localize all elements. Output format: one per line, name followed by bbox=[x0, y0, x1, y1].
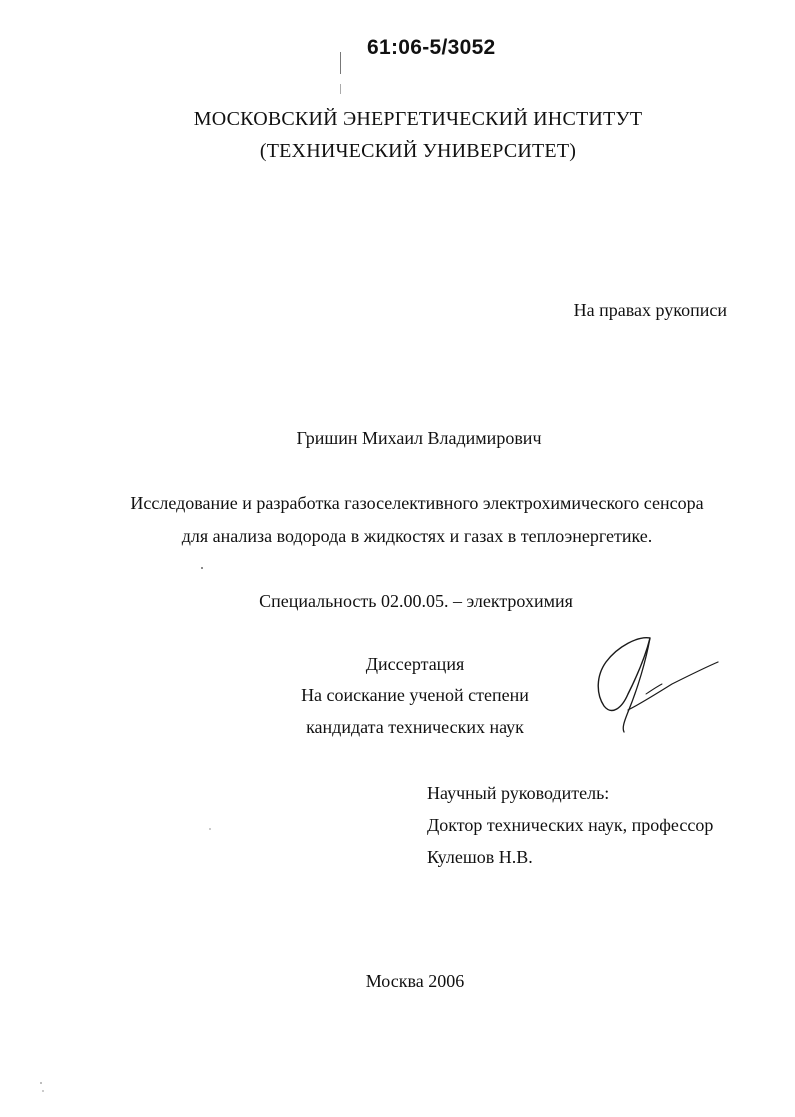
scan-speck bbox=[42, 1090, 44, 1092]
degree-type: Диссертация bbox=[365, 654, 465, 674]
author-name: Гришин Михаил Владимирович bbox=[296, 428, 542, 448]
catalog-code: 61:06-5/3052 bbox=[367, 36, 496, 59]
scan-mark-line bbox=[340, 52, 341, 74]
scan-speck bbox=[201, 567, 203, 569]
scan-speck bbox=[40, 1082, 42, 1084]
supervisor-name: Кулешов Н.В. bbox=[427, 847, 533, 867]
institute-subtitle: (ТЕХНИЧЕСКИЙ УНИВЕРСИТЕТ) bbox=[259, 140, 577, 162]
degree-level: кандидата технических наук bbox=[306, 717, 524, 737]
scan-mark-line bbox=[340, 84, 341, 94]
city-and-year: Москва 2006 bbox=[365, 971, 465, 991]
specialty-line: Специальность 02.00.05. – электрохимия bbox=[259, 591, 573, 611]
supervisor-title: Доктор технических наук, профессор bbox=[427, 815, 714, 835]
supervisor-label: Научный руководитель: bbox=[427, 783, 610, 803]
scan-speck bbox=[209, 828, 211, 830]
institute-name: МОСКОВСКИЙ ЭНЕРГЕТИЧЕСКИЙ ИНСТИТУТ bbox=[193, 108, 643, 130]
manuscript-rights-note: На правах рукописи bbox=[573, 300, 727, 320]
handwritten-signature bbox=[588, 632, 728, 740]
thesis-title-line-2: для анализа водорода в жидкостях и газах в теплоэнергетике. bbox=[181, 526, 653, 546]
degree-purpose: На соискание ученой степени bbox=[301, 685, 529, 705]
thesis-title-line-1: Исследование и разработка газоселективного электрохимического сенсора bbox=[130, 493, 704, 513]
